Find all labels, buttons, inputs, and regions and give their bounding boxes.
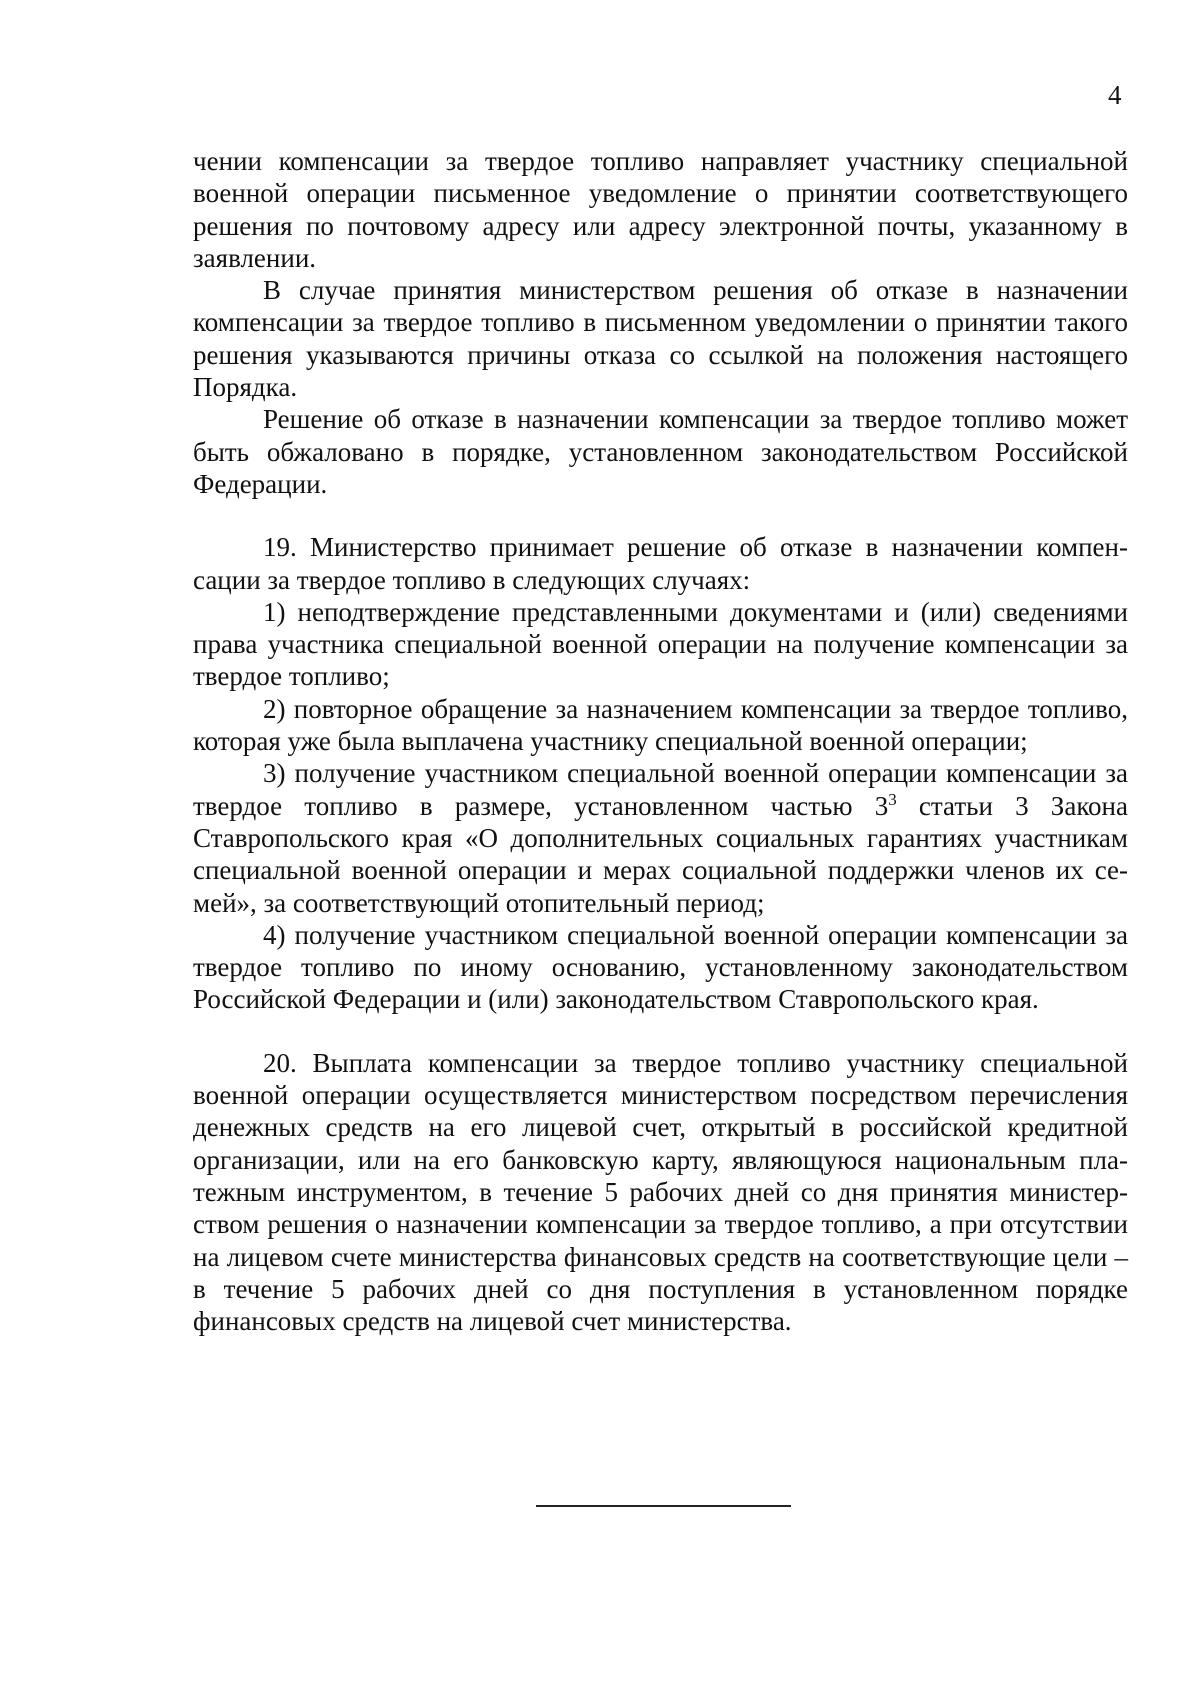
- clause-19-item-4: 4) получение участником специальной военной операции компенсации за твердое топливо по иному основанию, установленному законодательством Российской Федерации и (или) законодательством Ставропольского края.: [193, 919, 1128, 1015]
- clause-19-item-3-text-a: 3) получение участником специальной военной операции компенсации за твердое топливо в размере, установленном частью 3: [193, 758, 1128, 821]
- document-body: [193, 145, 1128, 1337]
- end-of-document-rule: [536, 1505, 791, 1507]
- paragraph-continuation: чении компенсации за твердое топливо направляет участнику специальной военной операции письменное уведомление о принятии соответствующего решения по почтовому адресу или адресу электронной почты, указанному в заявлении.: [193, 146, 1128, 273]
- clause-19-item-1: 1) неподтверждение представленными документами и (или) сведениями права участника специальной военной операции на получение компенсации за твердое топливо;: [193, 596, 1128, 692]
- paragraph-appeal: Решение об отказе в назначении компенсации за твердое топливо может быть обжаловано в порядке, установленном законодательством Российской Федерации.: [193, 404, 1128, 499]
- clause-19: 19. Министерство принимает решение об отказе в назначении компенсации за твердое топливо в следующих случаях:: [193, 532, 1128, 595]
- paragraph-refusal-notice: В случае принятия министерством решения об отказе в назначении компенсации за твердое топливо в письменном уведомлении о принятии такого решения указываются причины отказа со ссылкой на положения настоящего Порядка.: [193, 275, 1128, 403]
- page-number: 4: [1108, 80, 1122, 110]
- clause-19-item-3: [193, 757, 1128, 918]
- clause-20: 20. Выплата компенсации за твердое топливо участнику специальной военной операции осуществляется министерством посредством перечисления денежных средств на его лицевой счет, открытый в российской кредитной организации, или на его банковскую карту, являющуюся национальным платежным инструментом, в течение 5 рабочих дней со дня принятия министерством решения о назначении компенсации за твердое топливо, а при отсутствии на лицевом счете министерства финансовых средств на соответствующие цели – в течение 5 рабочих дней со дня поступления в установленном порядке финансовых средств на лицевой счет министерства.: [193, 1047, 1128, 1337]
- clause-19-item-2: 2) повторное обращение за назначением компенсации за твердое топливо, которая уже была выплачена участнику специальной военной операции;: [193, 693, 1128, 757]
- clause-19-item-3-superscript: 3: [888, 789, 897, 809]
- clause-19-item-3-text-b: статьи 3 Закона Ставропольского края «О дополнительных социальных гарантиях участникам специальной военной операции и мерах социальной поддержки членов их семей», за соответствующий отопительный период;: [193, 790, 1128, 918]
